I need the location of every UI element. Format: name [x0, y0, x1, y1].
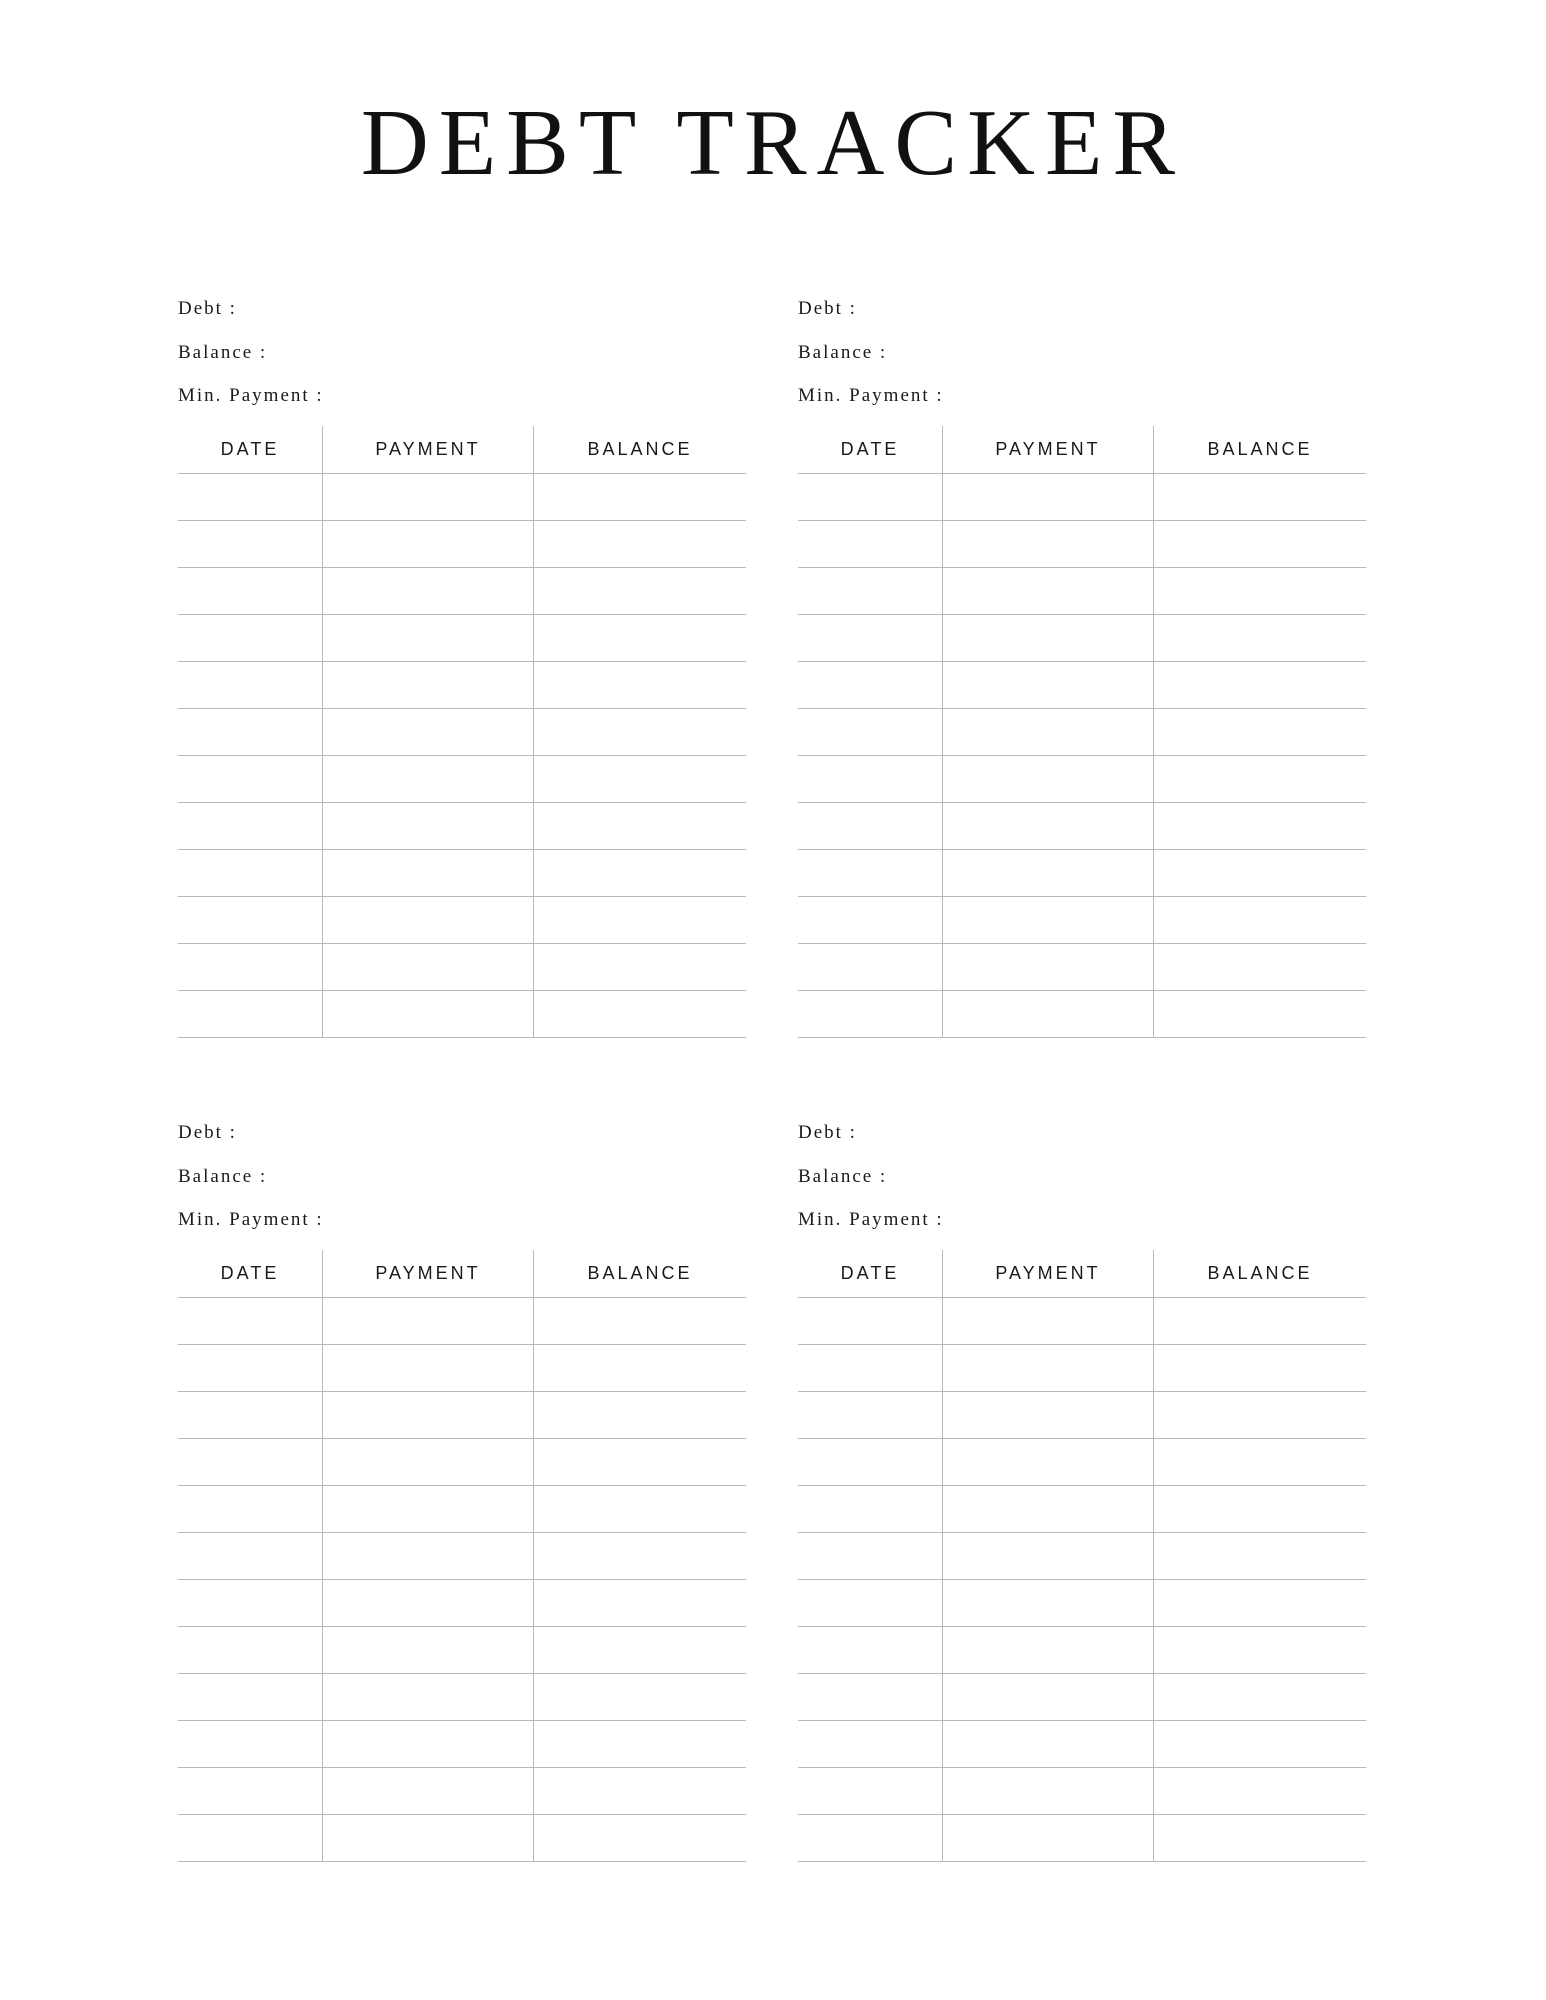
debt-block-2: [798, 291, 1364, 1038]
balance-cell[interactable]: [534, 1627, 747, 1674]
payment-cell[interactable]: [323, 1392, 534, 1439]
date-cell[interactable]: [178, 615, 323, 662]
balance-cell[interactable]: [1154, 1627, 1367, 1674]
payment-cell[interactable]: [943, 991, 1154, 1038]
payment-cell[interactable]: [943, 1392, 1154, 1439]
date-cell[interactable]: [178, 1721, 323, 1768]
payment-cell[interactable]: [943, 1439, 1154, 1486]
balance-cell[interactable]: [534, 568, 747, 615]
balance-column-header: BALANCE: [534, 426, 747, 474]
payment-cell[interactable]: [943, 944, 1154, 991]
date-cell[interactable]: [178, 709, 323, 756]
table-row: [178, 897, 746, 944]
table-row: [798, 1345, 1366, 1392]
balance-cell[interactable]: [1154, 1768, 1367, 1815]
balance-cell[interactable]: [534, 521, 747, 568]
table-row: [798, 568, 1366, 615]
debt-info-fields: [178, 291, 744, 426]
date-cell[interactable]: [178, 1815, 323, 1862]
payment-cell[interactable]: [323, 756, 534, 803]
table-header-row: [798, 1250, 1366, 1298]
date-cell[interactable]: [798, 897, 943, 944]
table-row: [178, 803, 746, 850]
table-row: [798, 521, 1366, 568]
balance-cell[interactable]: [534, 1533, 747, 1580]
table-row: [798, 850, 1366, 897]
payment-cell[interactable]: [323, 521, 534, 568]
payment-cell[interactable]: [943, 709, 1154, 756]
payment-column-header: PAYMENT: [323, 1250, 534, 1298]
date-cell[interactable]: [798, 474, 943, 521]
balance-cell[interactable]: [534, 615, 747, 662]
balance-label: Balance :: [178, 342, 268, 363]
balance-cell[interactable]: [1154, 709, 1367, 756]
date-column-header: DATE: [798, 1250, 943, 1298]
payment-cell[interactable]: [943, 897, 1154, 944]
payment-cell[interactable]: [323, 1627, 534, 1674]
payment-cell[interactable]: [323, 1768, 534, 1815]
date-cell[interactable]: [178, 1486, 323, 1533]
balance-cell[interactable]: [534, 709, 747, 756]
date-cell[interactable]: [798, 521, 943, 568]
payment-cell[interactable]: [943, 568, 1154, 615]
table-header-row: [178, 426, 746, 474]
payment-cell[interactable]: [943, 662, 1154, 709]
table-row: [798, 709, 1366, 756]
payment-cell[interactable]: [943, 1533, 1154, 1580]
date-cell[interactable]: [798, 1392, 943, 1439]
balance-label: Balance :: [798, 342, 888, 363]
payment-cell[interactable]: [323, 1298, 534, 1345]
payment-column-header: PAYMENT: [943, 1250, 1154, 1298]
table-row: [798, 1298, 1366, 1345]
date-cell[interactable]: [178, 568, 323, 615]
debt-label: Debt :: [178, 1122, 237, 1143]
payment-cell[interactable]: [943, 1345, 1154, 1392]
payment-table: [178, 1250, 746, 1862]
date-cell[interactable]: [798, 1768, 943, 1815]
balance-cell[interactable]: [534, 756, 747, 803]
table-row: [798, 1627, 1366, 1674]
table-header-row: [798, 426, 1366, 474]
table-row: [798, 1392, 1366, 1439]
payment-cell[interactable]: [943, 1674, 1154, 1721]
table-row: [798, 1721, 1366, 1768]
table-row: [178, 850, 746, 897]
payment-cell[interactable]: [323, 1533, 534, 1580]
table-row: [178, 944, 746, 991]
balance-cell[interactable]: [1154, 615, 1367, 662]
date-cell[interactable]: [798, 1674, 943, 1721]
balance-cell[interactable]: [1154, 944, 1367, 991]
date-cell[interactable]: [798, 756, 943, 803]
debt-label: Debt :: [178, 298, 237, 319]
date-cell[interactable]: [178, 1345, 323, 1392]
table-row: [178, 662, 746, 709]
payment-cell[interactable]: [323, 474, 534, 521]
date-cell[interactable]: [798, 1533, 943, 1580]
balance-cell[interactable]: [534, 662, 747, 709]
balance-cell[interactable]: [1154, 1580, 1367, 1627]
payment-cell[interactable]: [323, 1721, 534, 1768]
payment-table: [178, 426, 746, 1038]
payment-cell[interactable]: [323, 615, 534, 662]
table-row: [798, 1486, 1366, 1533]
balance-cell[interactable]: [534, 1815, 747, 1862]
balance-cell[interactable]: [1154, 1815, 1367, 1862]
payment-cell[interactable]: [323, 897, 534, 944]
balance-cell[interactable]: [534, 991, 747, 1038]
table-row: [798, 756, 1366, 803]
date-cell[interactable]: [798, 803, 943, 850]
balance-cell[interactable]: [1154, 521, 1367, 568]
payment-cell[interactable]: [323, 991, 534, 1038]
payment-cell[interactable]: [323, 1345, 534, 1392]
table-row: [178, 615, 746, 662]
table-row: [178, 1768, 746, 1815]
balance-cell[interactable]: [1154, 897, 1367, 944]
balance-cell[interactable]: [534, 1345, 747, 1392]
payment-cell[interactable]: [323, 1674, 534, 1721]
date-cell[interactable]: [178, 1533, 323, 1580]
payment-cell[interactable]: [943, 1298, 1154, 1345]
date-column-header: DATE: [178, 1250, 323, 1298]
table-row: [178, 709, 746, 756]
payment-cell[interactable]: [943, 521, 1154, 568]
date-cell[interactable]: [798, 1580, 943, 1627]
payment-cell[interactable]: [323, 1439, 534, 1486]
date-cell[interactable]: [178, 1674, 323, 1721]
balance-cell[interactable]: [534, 1580, 747, 1627]
balance-cell[interactable]: [1154, 1345, 1367, 1392]
table-row: [178, 1345, 746, 1392]
table-row: [798, 991, 1366, 1038]
balance-label: Balance :: [798, 1166, 888, 1187]
payment-cell[interactable]: [943, 1627, 1154, 1674]
debt-block-3: [178, 1115, 744, 1862]
date-cell[interactable]: [178, 1392, 323, 1439]
date-cell[interactable]: [798, 615, 943, 662]
table-row: [178, 756, 746, 803]
min-payment-label: Min. Payment :: [798, 385, 944, 406]
table-row: [178, 1721, 746, 1768]
table-row: [798, 803, 1366, 850]
balance-cell[interactable]: [1154, 850, 1367, 897]
payment-cell[interactable]: [943, 1815, 1154, 1862]
payment-cell[interactable]: [323, 1580, 534, 1627]
table-row: [178, 1486, 746, 1533]
payment-table: [798, 1250, 1366, 1862]
payment-cell[interactable]: [943, 474, 1154, 521]
balance-cell[interactable]: [534, 1298, 747, 1345]
date-cell[interactable]: [798, 1439, 943, 1486]
date-cell[interactable]: [178, 1768, 323, 1815]
date-cell[interactable]: [798, 850, 943, 897]
balance-cell[interactable]: [1154, 1439, 1367, 1486]
balance-cell[interactable]: [534, 474, 747, 521]
table-row: [798, 474, 1366, 521]
balance-cell[interactable]: [534, 1721, 747, 1768]
payment-cell[interactable]: [943, 850, 1154, 897]
debt-info-fields: [798, 291, 1364, 426]
balance-cell[interactable]: [1154, 756, 1367, 803]
balance-cell[interactable]: [1154, 474, 1367, 521]
table-row: [798, 662, 1366, 709]
table-row: [178, 568, 746, 615]
payment-cell[interactable]: [323, 568, 534, 615]
payment-cell[interactable]: [943, 1486, 1154, 1533]
balance-cell[interactable]: [1154, 662, 1367, 709]
payment-cell[interactable]: [323, 1486, 534, 1533]
balance-cell[interactable]: [534, 1392, 747, 1439]
balance-cell[interactable]: [1154, 1392, 1367, 1439]
table-row: [798, 897, 1366, 944]
date-cell[interactable]: [178, 521, 323, 568]
payment-cell[interactable]: [943, 803, 1154, 850]
balance-column-header: BALANCE: [534, 1250, 747, 1298]
balance-column-header: BALANCE: [1154, 1250, 1367, 1298]
table-row: [178, 1439, 746, 1486]
balance-cell[interactable]: [534, 1439, 747, 1486]
balance-cell[interactable]: [1154, 1533, 1367, 1580]
date-cell[interactable]: [798, 1486, 943, 1533]
table-row: [798, 1768, 1366, 1815]
payment-cell[interactable]: [943, 756, 1154, 803]
date-cell[interactable]: [798, 944, 943, 991]
balance-cell[interactable]: [1154, 991, 1367, 1038]
table-row: [178, 521, 746, 568]
balance-cell[interactable]: [534, 803, 747, 850]
table-row: [178, 474, 746, 521]
balance-column-header: BALANCE: [1154, 426, 1367, 474]
date-cell[interactable]: [798, 1345, 943, 1392]
table-row: [178, 991, 746, 1038]
table-row: [178, 1815, 746, 1862]
date-cell[interactable]: [178, 803, 323, 850]
table-row: [178, 1533, 746, 1580]
table-row: [798, 1674, 1366, 1721]
payment-cell[interactable]: [323, 1815, 534, 1862]
min-payment-label: Min. Payment :: [178, 1209, 324, 1230]
balance-cell[interactable]: [534, 850, 747, 897]
payment-cell[interactable]: [943, 1580, 1154, 1627]
balance-label: Balance :: [178, 1166, 268, 1187]
table-row: [798, 1580, 1366, 1627]
balance-cell[interactable]: [1154, 1721, 1367, 1768]
payment-cell[interactable]: [323, 709, 534, 756]
table-row: [798, 615, 1366, 662]
debt-label: Debt :: [798, 1122, 857, 1143]
table-row: [178, 1298, 746, 1345]
table-row: [798, 1439, 1366, 1486]
date-cell[interactable]: [178, 1580, 323, 1627]
payment-cell[interactable]: [323, 850, 534, 897]
balance-cell[interactable]: [1154, 803, 1367, 850]
date-cell[interactable]: [798, 1721, 943, 1768]
table-row: [178, 1674, 746, 1721]
balance-cell[interactable]: [534, 944, 747, 991]
payment-cell[interactable]: [323, 944, 534, 991]
date-cell[interactable]: [798, 1298, 943, 1345]
date-cell[interactable]: [798, 991, 943, 1038]
min-payment-label: Min. Payment :: [178, 385, 324, 406]
date-cell[interactable]: [178, 1298, 323, 1345]
balance-cell[interactable]: [1154, 1674, 1367, 1721]
debt-block-4: [798, 1115, 1364, 1862]
page-title: DEBT TRACKER: [360, 91, 1186, 195]
balance-cell[interactable]: [1154, 1486, 1367, 1533]
date-cell[interactable]: [178, 991, 323, 1038]
balance-cell[interactable]: [534, 1768, 747, 1815]
balance-cell[interactable]: [1154, 1298, 1367, 1345]
payment-cell[interactable]: [323, 803, 534, 850]
table-row: [798, 1533, 1366, 1580]
payment-cell[interactable]: [943, 615, 1154, 662]
date-cell[interactable]: [178, 474, 323, 521]
date-cell[interactable]: [178, 662, 323, 709]
debt-block-1: [178, 291, 744, 1038]
debt-info-fields: [178, 1115, 744, 1250]
date-cell[interactable]: [798, 568, 943, 615]
table-row: [178, 1627, 746, 1674]
date-cell[interactable]: [178, 1627, 323, 1674]
date-cell[interactable]: [178, 756, 323, 803]
payment-cell[interactable]: [323, 662, 534, 709]
payment-column-header: PAYMENT: [323, 426, 534, 474]
table-row: [178, 1392, 746, 1439]
balance-cell[interactable]: [534, 1486, 747, 1533]
min-payment-label: Min. Payment :: [798, 1209, 944, 1230]
table-header-row: [178, 1250, 746, 1298]
table-row: [798, 1815, 1366, 1862]
date-cell[interactable]: [178, 850, 323, 897]
debt-info-fields: [798, 1115, 1364, 1250]
date-column-header: DATE: [798, 426, 943, 474]
payment-column-header: PAYMENT: [943, 426, 1154, 474]
date-cell[interactable]: [798, 662, 943, 709]
date-cell[interactable]: [178, 944, 323, 991]
balance-cell[interactable]: [534, 1674, 747, 1721]
table-row: [178, 1580, 746, 1627]
date-cell[interactable]: [178, 1439, 323, 1486]
date-cell[interactable]: [798, 1815, 943, 1862]
date-cell[interactable]: [798, 709, 943, 756]
date-cell[interactable]: [178, 897, 323, 944]
payment-cell[interactable]: [943, 1768, 1154, 1815]
date-cell[interactable]: [798, 1627, 943, 1674]
payment-table: [798, 426, 1366, 1038]
date-column-header: DATE: [178, 426, 323, 474]
table-row: [798, 944, 1366, 991]
payment-cell[interactable]: [943, 1721, 1154, 1768]
balance-cell[interactable]: [1154, 568, 1367, 615]
balance-cell[interactable]: [534, 897, 747, 944]
debt-label: Debt :: [798, 298, 857, 319]
